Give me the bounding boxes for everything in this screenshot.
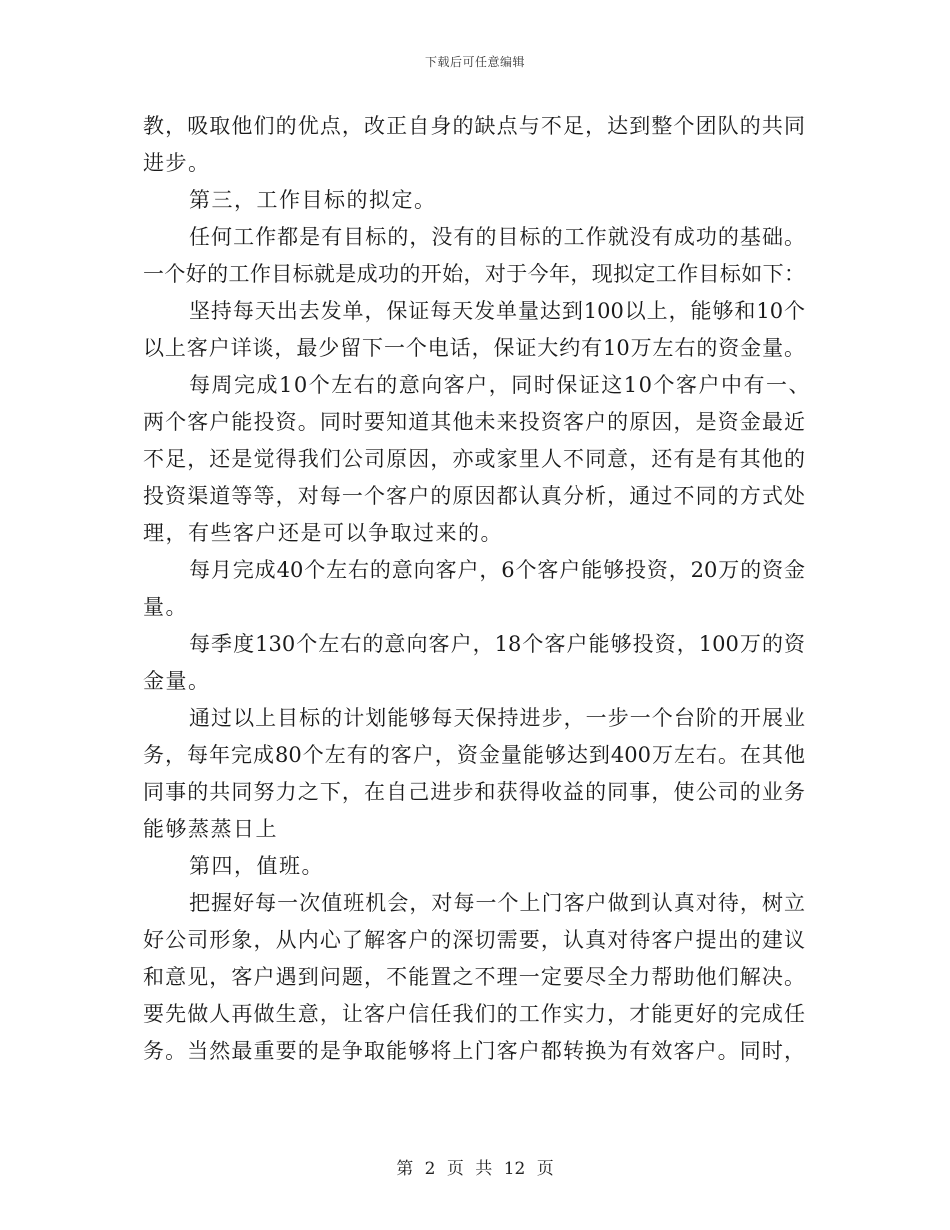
text-line: 同事的共同努力之下，在自己进步和获得收益的同事，使公司的业务 bbox=[143, 780, 805, 804]
text-line: 务，每年完成80个左有的客户，资金量能够达到400万左右。在其他 bbox=[143, 743, 805, 767]
text-line: 能够蒸蒸日上 bbox=[143, 817, 278, 841]
text-line: 和意见，客户遇到问题，不能置之不理一定要尽全力帮助他们解决。 bbox=[143, 965, 805, 989]
text-line: 量。 bbox=[143, 595, 188, 619]
text-line: 理，有些客户还是可以争取过来的。 bbox=[143, 521, 503, 545]
text-line: 第三，工作目标的拟定。 bbox=[189, 188, 437, 212]
text-line: 好公司形象，从内心了解客户的深切需要，认真对待客户提出的建议 bbox=[143, 928, 805, 952]
text-line: 每周完成10个左右的意向客户，同时保证这10个客户中有一、 bbox=[189, 373, 811, 397]
text-line: 任何工作都是有目标的，没有的目标的工作就没有成功的基础。 bbox=[189, 225, 805, 249]
page-header: 下载后可任意编辑 bbox=[424, 55, 525, 69]
text-line: 进步。 bbox=[143, 151, 211, 175]
text-line: 要先做人再做生意，让客户信任我们的工作实力，才能更好的完成任 bbox=[143, 1002, 805, 1026]
text-line: 通过以上目标的计划能够每天保持进步，一步一个台阶的开展业 bbox=[189, 706, 805, 730]
text-line: 投资渠道等等，对每一个客户的原因都认真分析，通过不同的方式处 bbox=[143, 484, 805, 508]
text-line: 每季度130个左右的意向客户，18个客户能够投资，100万的资 bbox=[189, 632, 805, 656]
text-line: 以上客户详谈，最少留下一个电话，保证大约有10万左右的资金量。 bbox=[143, 336, 805, 360]
text-line: 每月完成40个左右的意向客户，6个客户能够投资，20万的资金 bbox=[189, 558, 805, 582]
text-line: 金量。 bbox=[143, 669, 211, 693]
page-number: 第 2 页 共 12 页 bbox=[396, 1159, 554, 1179]
text-line: 务。当然最重要的是争取能够将上门客户都转换为有效客户。同时， bbox=[143, 1039, 805, 1063]
text-line: 把握好每一次值班机会，对每一个上门客户做到认真对待，树立 bbox=[189, 891, 805, 915]
text-line: 两个客户能投资。同时要知道其他未来投资客户的原因，是资金最近 bbox=[143, 410, 805, 434]
text-line: 坚持每天出去发单，保证每天发单量达到100以上，能够和10个 bbox=[189, 299, 805, 323]
text-line: 一个好的工作目标就是成功的开始，对于今年，现拟定工作目标如下： bbox=[143, 262, 805, 286]
text-line: 教，吸取他们的优点，改正自身的缺点与不足，达到整个团队的共同 bbox=[143, 114, 805, 138]
text-line: 不足，还是觉得我们公司原因，亦或家里人不同意，还有是有其他的 bbox=[143, 447, 805, 471]
text-line: 第四，值班。 bbox=[189, 854, 324, 878]
document-body bbox=[143, 108, 811, 1070]
